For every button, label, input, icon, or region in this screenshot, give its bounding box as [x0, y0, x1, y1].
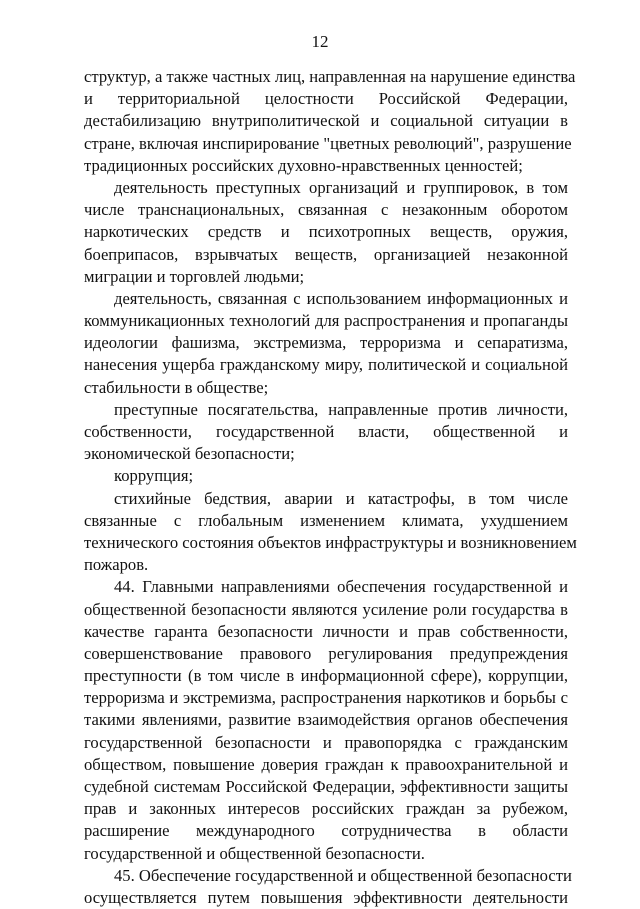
text-line: терроризма и экстремизма, распространения наркотиков и борьбы с	[84, 688, 568, 708]
text-line: стабильности в обществе;	[84, 377, 269, 397]
text-line: связанные с глобальным изменением климата, ухудшением	[84, 510, 568, 530]
text-line: идеологии фашизма, экстремизма, терроризма и сепаратизма,	[84, 333, 568, 353]
text-line: дестабилизацию внутриполитической и социальной ситуации в	[84, 111, 568, 131]
text-line: такими явлениями, развитие взаимодействия органов обеспечения	[84, 710, 568, 730]
text-line: государственной и общественной безопасности.	[84, 843, 425, 863]
text-line: коррупция;	[114, 466, 194, 486]
text-line: деятельность, связанная с использованием информационных и	[114, 288, 568, 308]
text-line: 44. Главными направлениями обеспечения государственной и	[114, 577, 568, 597]
text-line: пожаров.	[84, 555, 149, 575]
text-line: судебной системам Российской Федерации, эффективности защиты	[84, 777, 568, 796]
text-line: стране, включая инспирирование "цветных революций", разрушение	[84, 133, 572, 153]
text-line: экономической безопасности;	[84, 444, 295, 464]
text-line: наркотических средств и психотропных веществ, оружия,	[84, 222, 568, 242]
text-line: миграции и торговлей людьми;	[84, 266, 305, 286]
text-line: совершенствование правового регулирования предупреждения	[84, 643, 568, 663]
text-line: осуществляется путем повышения эффективности деятельности	[84, 887, 568, 907]
text-line: государственной безопасности и правопорядка с гражданским	[84, 732, 568, 752]
text-line: 45. Обеспечение государственной и общественной безопасности	[114, 865, 572, 885]
text-line: преступные посягательства, направленные против личности,	[114, 399, 568, 419]
text-line: структур, а также частных лиц, направленная на нарушение единства	[84, 67, 576, 86]
text-line: общественной безопасности являются усиление роли государства в	[84, 599, 568, 619]
text-line: обществом, повышение доверия граждан к правоохранительной и	[84, 754, 568, 774]
text-line: числе транснациональных, связанная с незаконным оборотом	[84, 200, 568, 220]
text-line: и территориальной целостности Российской Федерации,	[84, 89, 568, 109]
text-line: преступности (в том числе в информационной сфере), коррупции,	[84, 666, 568, 686]
page-number: 12	[311, 32, 329, 51]
text-line: боеприпасов, взрывчатых веществ, организацией незаконной	[84, 244, 568, 264]
text-line: расширение международного сотрудничества в области	[84, 821, 568, 841]
text-line: традиционных российских духовно-нравственных ценностей;	[84, 155, 523, 175]
text-line: собственности, государственной власти, общественной и	[84, 422, 568, 441]
text-line: деятельность преступных организаций и группировок, в том	[114, 177, 568, 197]
text-line: нанесения ущерба гражданскому миру, политической и социальной	[84, 355, 568, 375]
text-line: качестве гаранта безопасности личности и прав собственности,	[84, 621, 568, 641]
text-line: прав и законных интересов российских граждан за рубежом,	[84, 799, 568, 819]
text-line: стихийные бедствия, аварии и катастрофы, в том числе	[114, 488, 568, 508]
body-text	[84, 66, 577, 909]
text-line: технического состояния объектов инфраструктуры и возникновением	[84, 532, 577, 552]
text-line: коммуникационных технологий для распространения и пропаганды	[84, 311, 568, 331]
